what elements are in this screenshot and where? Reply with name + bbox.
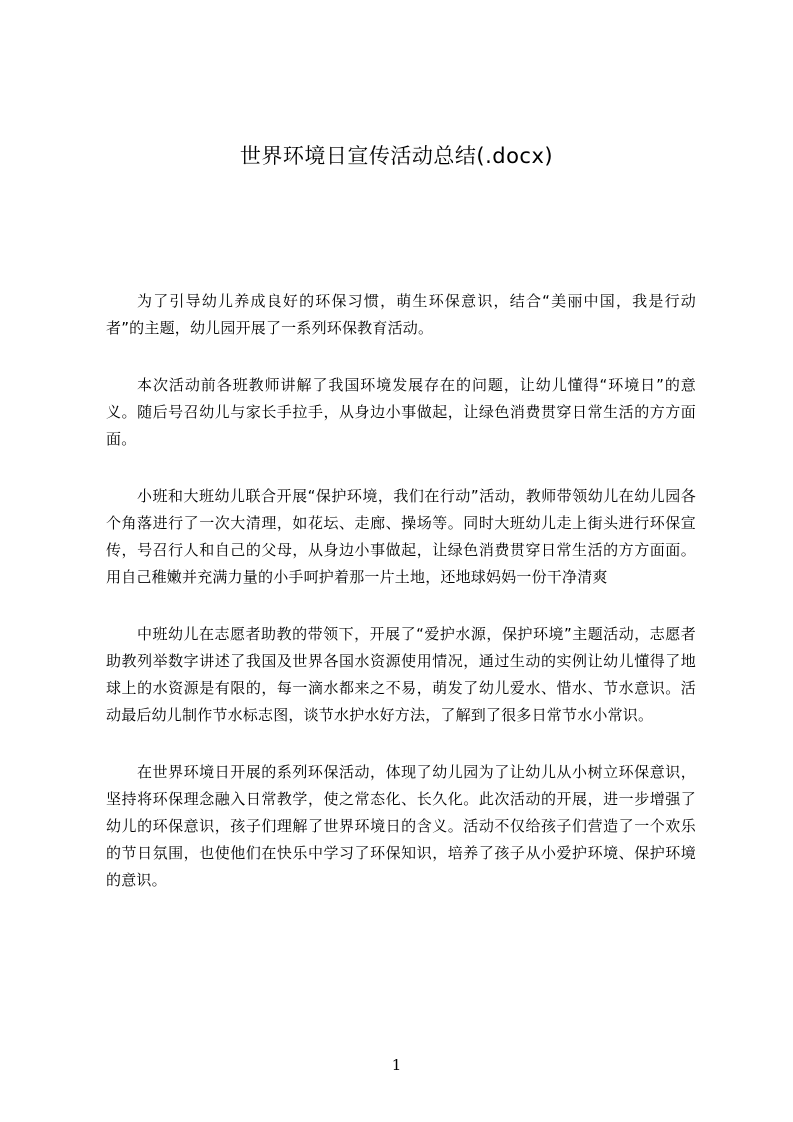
paragraph-conclusion: 在世界环境日开展的系列环保活动，体现了幼儿园为了让幼儿从小树立环保意识，坚持将环保理念融入日常教学，使之常态化、长久化。此次活动的开展，进一步增强了幼儿的环保意识，孩子们理解了世界环境日的含义。活动不仅给孩子们营造了一个欢乐的节日氛围，也使他们在快乐中学习了环保知识，培养了孩子从小爱护环境、保护环境的意识。 — [106, 763, 696, 889]
document-body — [106, 288, 696, 924]
document-title: 世界环境日宣传活动总结(.docx) — [239, 144, 554, 168]
paragraph-teacher-explanation: 本次活动前各班教师讲解了我国环境发展存在的问题，让幼儿懂得“环境日”的意义。随后号召幼儿与家长手拉手，从身边小事做起，让绿色消费贯穿日常生活的方方面面。 — [106, 376, 696, 448]
paragraph-cleanup-activity: 小班和大班幼儿联合开展“保护环境，我们在行动”活动，教师带领幼儿在幼儿园各个角落进行了一次大清理，如花坛、走廊、操场等。同时大班幼儿走上街头进行环保宣传，号召行人和自己的父母，从身边小事做起，让绿色消费贯穿日常生活的方方面面。用自己稚嫩并充满力量的小手呵护着那一片土地，还地球妈妈一份干净清爽 — [106, 487, 696, 586]
paragraph-water-activity: 中班幼儿在志愿者助教的带领下，开展了“爱护水源，保护环境”主题活动，志愿者助教列举数字讲述了我国及世界各国水资源使用情况，通过生动的实例让幼儿懂得了地球上的水资源是有限的，每一滴水都来之不易，萌发了幼儿爱水、惜水、节水意识。活动最后幼儿制作节水标志图，谈节水护水好方法，了解到了很多日常节水小常识。 — [106, 625, 696, 724]
paragraph-intro: 为了引导幼儿养成良好的环保习惯，萌生环保意识，结合“美丽中国，我是行动者”的主题，幼儿园开展了一系列环保教育活动。 — [106, 292, 696, 337]
page-number: 1 — [391, 1056, 402, 1074]
